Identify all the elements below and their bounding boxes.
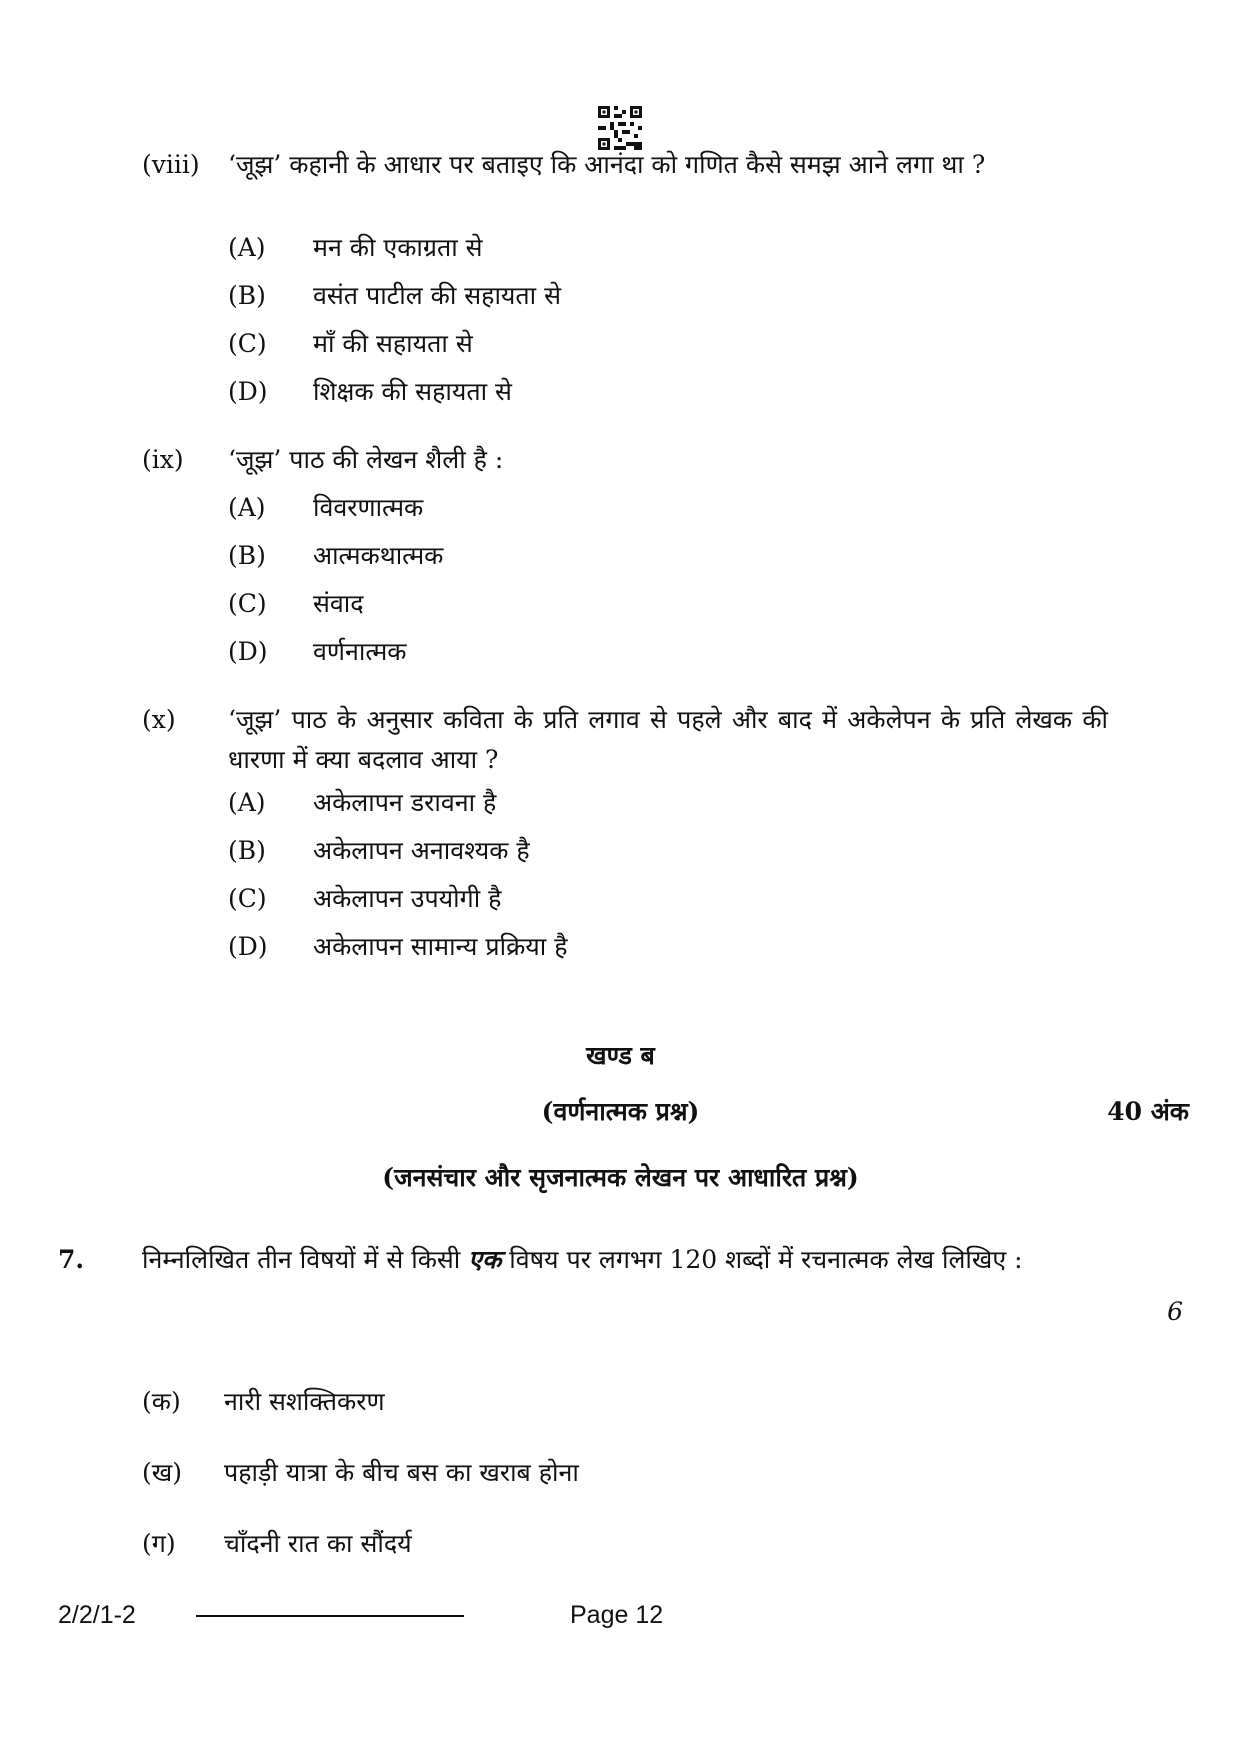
option-text: संवाद	[313, 589, 364, 618]
option-label: (A)	[228, 493, 266, 522]
paper-code: 2/2/1-2	[58, 1601, 136, 1629]
option-label: (D)	[228, 932, 268, 961]
question-number: (ix)	[142, 445, 184, 474]
option-text: अकेलापन उपयोगी है	[313, 884, 502, 913]
option-text: अकेलापन अनावश्यक है	[313, 836, 530, 865]
topic-label: (ख)	[142, 1458, 182, 1487]
section-title: खण्ड ब	[586, 1041, 655, 1070]
footer-rule	[196, 1615, 464, 1617]
question-text: ‘जूझ’ कहानी के आधार पर बताइए कि आनंदा को गणित कैसे समझ आने लगा था ?	[228, 150, 986, 179]
qr-code-icon	[598, 106, 642, 150]
page-number: Page 12	[570, 1601, 664, 1629]
option-label: (B)	[228, 541, 266, 570]
section-subtitle: (वर्णनात्मक प्रश्न)	[541, 1097, 700, 1126]
option-text: विवरणात्मक	[313, 493, 424, 522]
topic-text: चाँदनी रात का सौंदर्य	[224, 1529, 412, 1558]
topic-text: पहाड़ी यात्रा के बीच बस का खराब होना	[224, 1458, 579, 1487]
question-emphasis: एक	[468, 1245, 502, 1274]
question-number: (x)	[142, 705, 176, 734]
option-text: अकेलापन सामान्य प्रक्रिया है	[313, 932, 568, 961]
question-text-before: निम्नलिखित तीन विषयों में से किसी	[142, 1245, 461, 1274]
question-number: 7.	[58, 1245, 85, 1274]
question-marks: 6	[1167, 1297, 1183, 1326]
option-text: मन की एकाग्रता से	[313, 233, 483, 262]
option-label: (B)	[228, 281, 266, 310]
option-text: शिक्षक की सहायता से	[313, 377, 512, 406]
topic-text: नारी सशक्तिकरण	[224, 1387, 385, 1416]
question-text: ‘जूझ’ पाठ की लेखन शैली है :	[228, 445, 504, 474]
option-label: (A)	[228, 788, 266, 817]
option-label: (C)	[228, 884, 267, 913]
option-text: वसंत पाटील की सहायता से	[313, 281, 561, 310]
question-text-after: विषय पर लगभग 120 शब्दों में रचनात्मक लेख लिखिए :	[509, 1245, 1023, 1274]
option-text: आत्मकथात्मक	[313, 541, 444, 570]
option-label: (D)	[228, 377, 268, 406]
option-text: माँ की सहायता से	[313, 329, 473, 358]
option-label: (C)	[228, 329, 267, 358]
question-text: ‘जूझ’ पाठ के अनुसार कविता के प्रति लगाव से पहले और बाद में अकेलेपन के प्रति लेखक की धारणा में क्या बदलाव आया ?	[228, 705, 1108, 774]
question-number: (viii)	[142, 150, 200, 179]
option-label: (B)	[228, 836, 266, 865]
topic-label: (ग)	[142, 1529, 176, 1558]
option-text: वर्णनात्मक	[313, 637, 407, 666]
section-heading: (जनसंचार और सृजनात्मक लेखन पर आधारित प्रश्न)	[382, 1163, 859, 1192]
option-label: (C)	[228, 589, 267, 618]
option-label: (A)	[228, 233, 266, 262]
section-marks: 40 अंक	[1107, 1097, 1189, 1126]
question-text	[142, 1240, 1112, 1280]
option-text: अकेलापन डरावना है	[313, 788, 497, 817]
topic-label: (क)	[142, 1387, 181, 1416]
option-label: (D)	[228, 637, 268, 666]
